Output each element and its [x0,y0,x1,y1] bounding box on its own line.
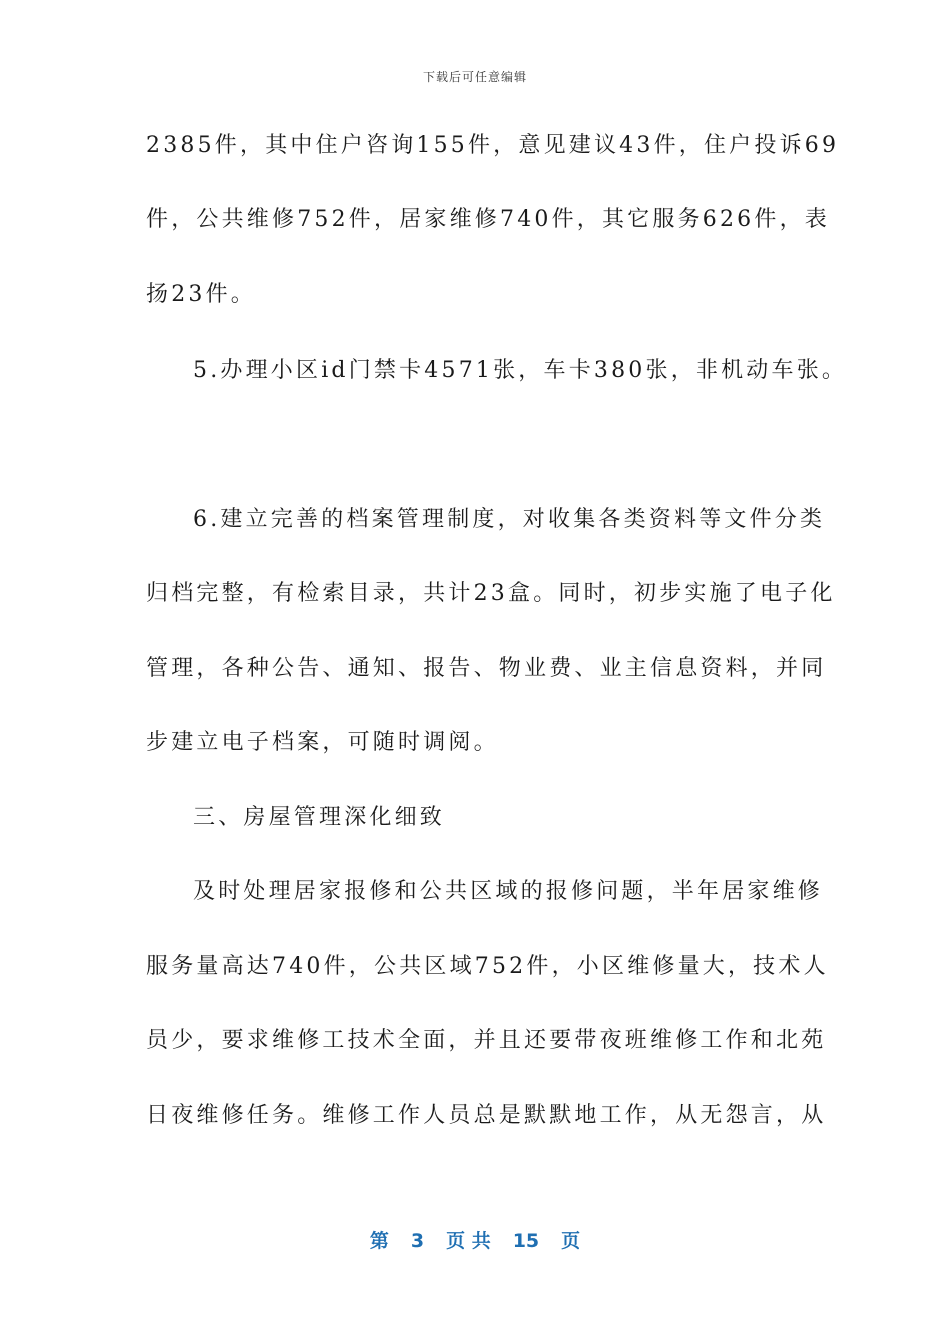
body-line: 6.建立完善的档案管理制度，对收集各类资料等文件分类 [193,507,826,532]
body-line: 2385件，其中住户咨询155件，意见建议43件，住户投诉69 [146,133,840,158]
footer-current-page: 3 [410,1230,425,1252]
body-line: 员少，要求维修工技术全面，并且还要带夜班维修工作和北苑 [146,1028,827,1053]
body-line: 扬23件。 [146,282,256,307]
body-line: 日夜维修任务。维修工作人员总是默默地工作，从无怨言，从 [146,1103,827,1128]
footer-middle: 页 共 [446,1230,491,1252]
body-line: 及时处理居家报修和公共区域的报修问题，半年居家维修 [193,879,824,904]
footer-suffix: 页 [561,1230,581,1252]
page-footer [0,1226,950,1253]
footer-prefix: 第 [369,1230,389,1252]
body-line: 步建立电子档案，可随时调阅。 [146,730,499,755]
body-line: 服务量高达740件，公共区域752件，小区维修量大，技术人 [146,954,829,979]
body-line: 件，公共维修752件，居家维修740件，其它服务626件，表 [146,207,830,232]
body-line: 5.办理小区id门禁卡4571张，车卡380张，非机动车张。 [193,358,848,383]
page-header-note: 下载后可任意编辑 [422,70,527,84]
body-line: 管理，各种公告、通知、报告、物业费、业主信息资料，并同 [146,656,827,681]
footer-total-pages: 15 [512,1230,540,1252]
section-heading: 三、房屋管理深化细致 [193,805,446,830]
body-line: 归档完整，有检索目录，共计23盒。同时，初步实施了电子化 [146,581,836,606]
